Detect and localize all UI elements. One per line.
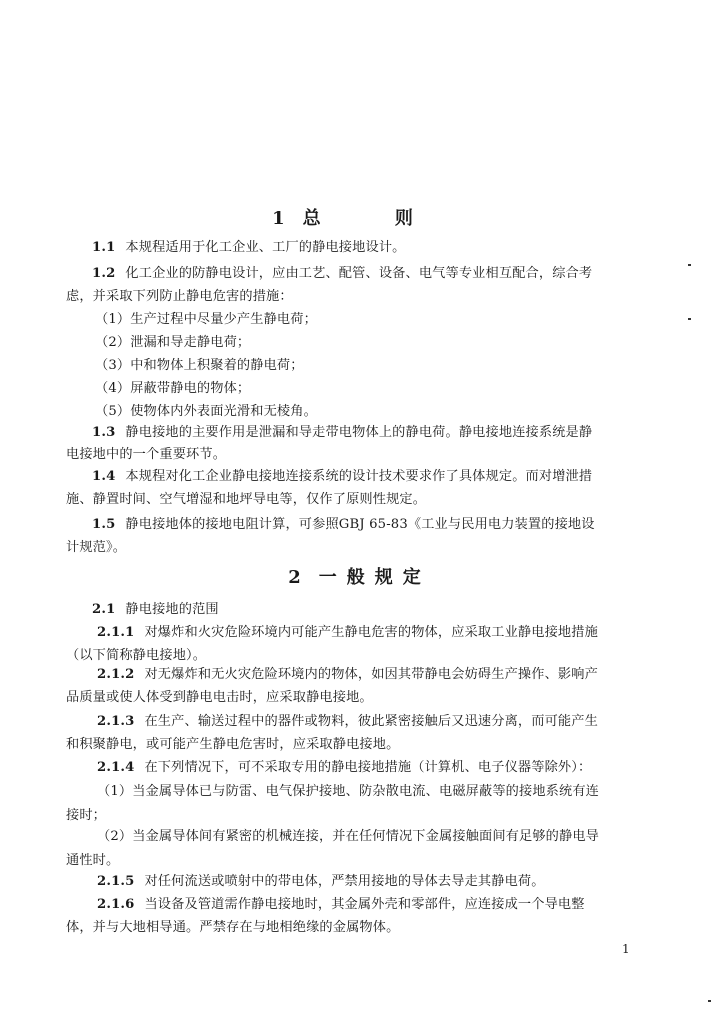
clause-1-1 (92, 238, 406, 258)
clause-text: 本规程适用于化工企业、工厂的静电接地设计。 (125, 240, 406, 255)
clause-2-1-4 (97, 758, 591, 778)
clause-2-1-1-cont: （以下简称静电接地）。 (66, 648, 207, 663)
clause-1-3-cont: 电接地中的一个重要环节。 (66, 447, 227, 462)
clause-2-1 (92, 600, 219, 620)
clause-1-4 (92, 467, 592, 487)
clause-number: 2.1.5 (97, 874, 135, 889)
clause-2-1-3 (97, 712, 598, 732)
clause-1-3 (92, 423, 592, 443)
list-item-cont: 接时； (66, 808, 107, 823)
list-item: （4）屏蔽带静电的物体； (95, 381, 251, 396)
clause-text: 本规程对化工企业静电接地连接系统的设计技术要求作了具体规定。而对增泄措 (125, 469, 593, 484)
clause-number: 2.1.4 (97, 760, 135, 775)
clause-1-2-cont: 虑，并采取下列防止静电危害的措施： (66, 289, 293, 304)
scan-speck (688, 318, 691, 320)
section-number: 1 (272, 208, 285, 229)
clause-text: 静电接地体的接地电阻计算，可参照GBJ 65-83《工业与民用电力装置的接地设 (125, 517, 595, 532)
section-number: 2 (288, 567, 301, 588)
clause-text: 静电接地的范围 (125, 602, 219, 617)
clause-2-1-6-cont: 体，并与大地相导通。严禁存在与地相绝缘的金属物体。 (66, 920, 400, 935)
clause-number: 2.1 (92, 602, 116, 617)
clause-2-1-5 (97, 872, 545, 892)
scan-speck (688, 264, 691, 266)
clause-text: 在生产、输送过程中的器件或物料，彼此紧密接触后又迅速分离，而可能产生 (144, 714, 598, 729)
list-item: （5）使物体内外表面光滑和无棱角。 (95, 404, 317, 419)
clause-2-1-3-cont: 和积聚静电，或可能产生静电危害时，应采取静电接地。 (66, 737, 400, 752)
clause-2-1-1 (97, 623, 598, 643)
section-title: 总 则 (302, 208, 447, 229)
clause-text: 对爆炸和火灾危险环境内可能产生静电危害的物体，应采取工业静电接地措施 (144, 625, 598, 640)
section-heading-2 (0, 563, 719, 589)
section-title: 一般规定 (318, 567, 431, 588)
clause-number: 2.1.1 (97, 625, 135, 640)
clause-number: 1.2 (92, 266, 116, 281)
list-item: （2）泄漏和导走静电荷； (95, 335, 251, 350)
clause-2-1-2 (97, 665, 598, 685)
list-item: （1）生产过程中尽量少产生静电荷； (95, 312, 317, 327)
clause-number: 1.3 (92, 425, 116, 440)
scan-speck (708, 1000, 711, 1002)
clause-text: 化工企业的防静电设计，应由工艺、配管、设备、电气等专业相互配合，综合考 (125, 266, 593, 281)
clause-text: 对任何流送或喷射中的带电体，严禁用接地的导体去导走其静电荷。 (144, 874, 545, 889)
clause-number: 1.5 (92, 517, 116, 532)
clause-number: 1.4 (92, 469, 116, 484)
list-item: （3）中和物体上积聚着的静电荷； (95, 358, 304, 373)
list-item: （1）当金属导体已与防雷、电气保护接地、防杂散电流、电磁屏蔽等的接地系统有连 (97, 784, 600, 799)
section-heading-1 (0, 204, 719, 230)
clause-number: 2.1.3 (97, 714, 135, 729)
clause-1-5 (92, 515, 595, 535)
clause-1-2 (92, 264, 592, 284)
clause-2-1-6 (97, 895, 585, 915)
clause-text: 静电接地的主要作用是泄漏和导走带电物体上的静电荷。静电接地连接系统是静 (125, 425, 593, 440)
clause-text: 当设备及管道需作静电接地时，其金属外壳和零部件，应连接成一个导电整 (144, 897, 585, 912)
page-number: 1 (622, 942, 630, 956)
clause-number: 2.1.6 (97, 897, 135, 912)
clause-1-4-cont: 施、静置时间、空气增湿和地坪导电等，仅作了原则性规定。 (66, 492, 427, 507)
clause-2-1-2-cont: 品质量或使人体受到静电电击时，应采取静电接地。 (66, 690, 373, 705)
clause-number: 1.1 (92, 240, 116, 255)
list-item: （2）当金属导体间有紧密的机械连接，并在任何情况下金属接触面间有足够的静电导 (97, 829, 600, 844)
clause-text: 在下列情况下，可不采取专用的静电接地措施（计算机、电子仪器等除外）： (144, 760, 592, 775)
clause-number: 2.1.2 (97, 667, 135, 682)
list-item-cont: 通性时。 (66, 853, 120, 868)
clause-1-5-cont: 计规范》。 (66, 540, 127, 555)
clause-text: 对无爆炸和无火灾危险环境内的物体，如因其带静电会妨碍生产操作、影响产 (144, 667, 598, 682)
